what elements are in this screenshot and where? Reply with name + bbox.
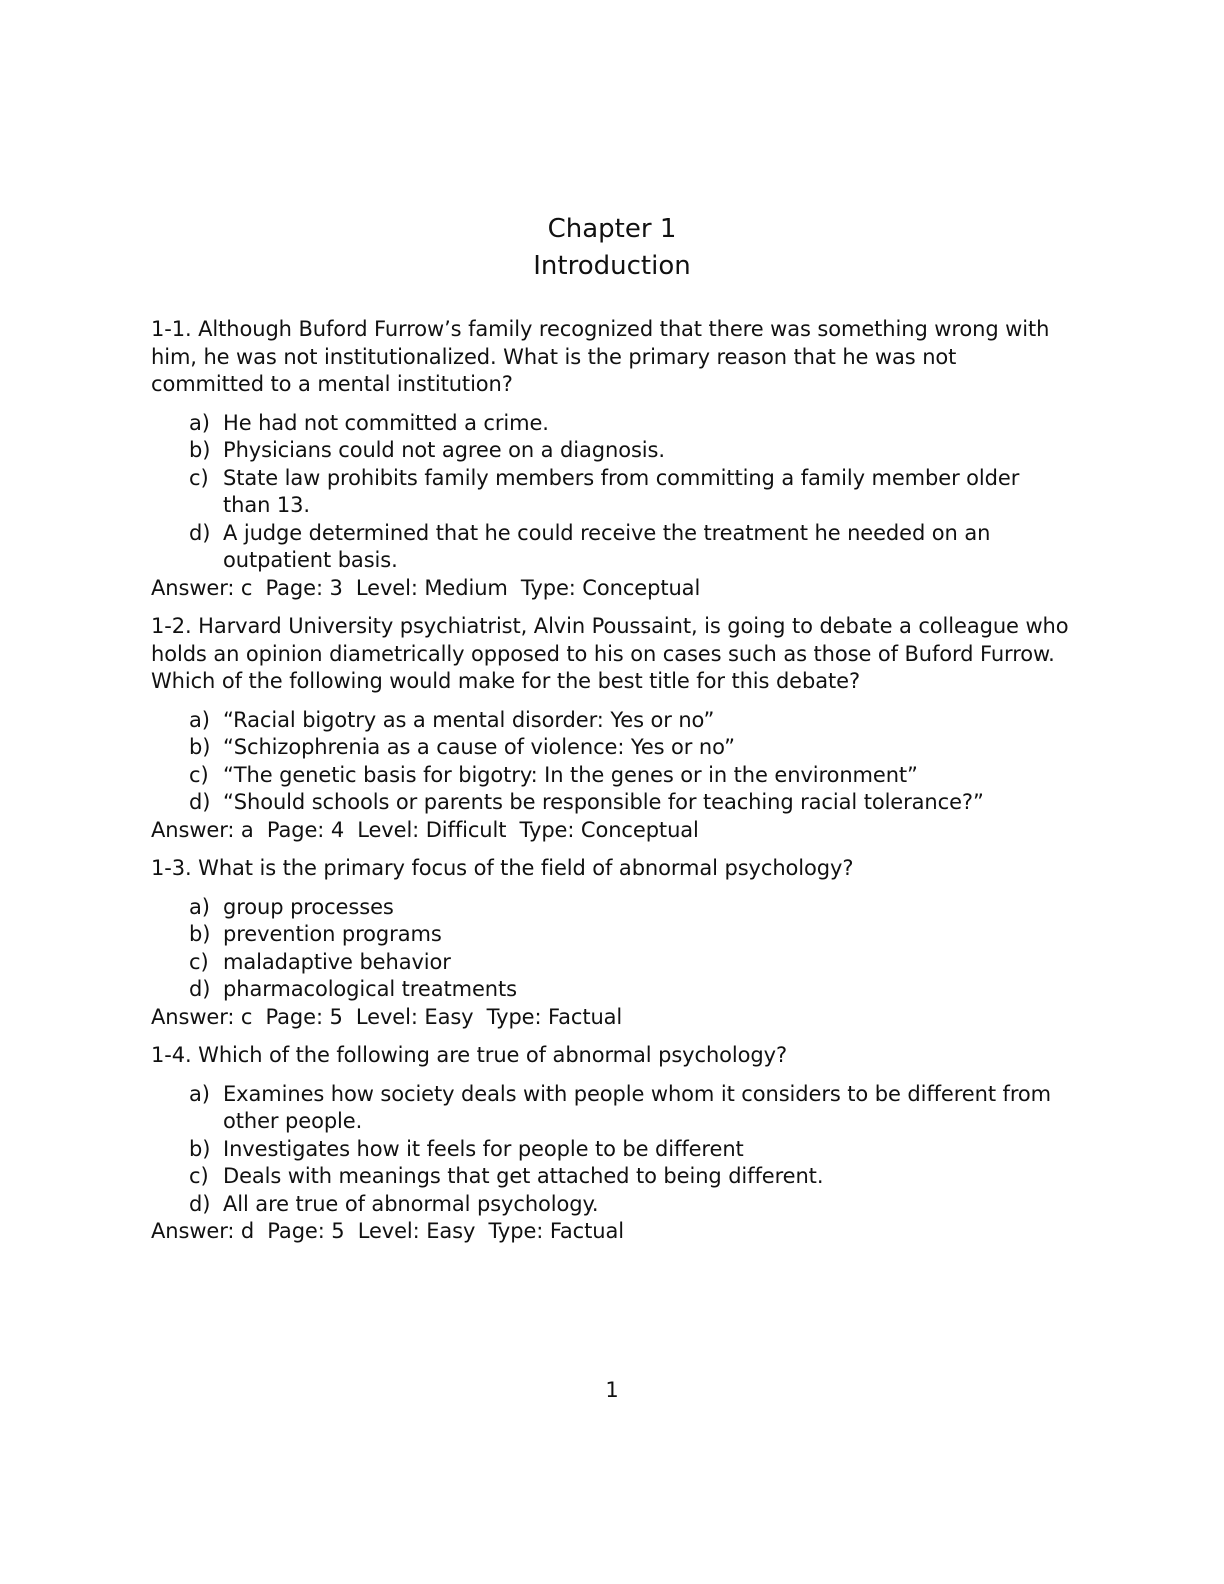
option-letter: b): [189, 438, 211, 462]
option-text: All are true of abnormal psychology.: [223, 1191, 599, 1216]
chapter-number: Chapter 1: [547, 214, 677, 244]
chapter-title: Introduction: [533, 251, 691, 281]
option-item: [151, 707, 1071, 735]
option-item: [151, 1163, 1071, 1191]
option-letter: c): [189, 465, 209, 490]
option-letter: d): [189, 520, 211, 545]
option-list: [151, 1081, 1071, 1219]
option-text: “Racial bigotry as a mental disorder: Yes or no”: [223, 707, 715, 732]
option-item: [151, 949, 1071, 977]
option-text: group processes: [223, 894, 394, 919]
answer-key: Answer: c Page: 3 Level: Medium Type: Conceptual: [151, 575, 701, 600]
option-text: “Should schools or parents be responsible for teaching racial tolerance?”: [223, 790, 984, 814]
option-letter: a): [189, 410, 210, 435]
option-item: [151, 1081, 1071, 1136]
option-item: [151, 465, 1071, 520]
option-letter: d): [189, 790, 211, 814]
option-text: pharmacological treatments: [223, 977, 517, 1001]
option-text: Deals with meanings that get attached to being different.: [223, 1164, 824, 1188]
option-text: He had not committed a crime.: [223, 410, 549, 435]
option-letter: c): [189, 762, 209, 787]
option-item: [151, 410, 1071, 438]
option-text: Examines how society deals with people whom it considers to be different from other people.: [223, 1081, 1052, 1133]
option-item: [151, 921, 1071, 949]
option-text: “The genetic basis for bigotry: In the genes or in the environment”: [223, 762, 918, 787]
option-text: A judge determined that he could receive the treatment he needed on an outpatient basis.: [223, 520, 991, 572]
option-letter: d): [189, 1191, 211, 1216]
option-text: “Schizophrenia as a cause of violence: Yes or no”: [223, 735, 735, 759]
option-item: [151, 437, 1071, 465]
question-stem: 1-2. Harvard University psychiatrist, Alvin Poussaint, is going to debate a colleague who holds an opinion diametrically opposed to his on cases such as those of Buford Furrow. Which of the following would make for the best title for this debate?: [151, 614, 1069, 693]
option-item: [151, 789, 1071, 817]
option-letter: b): [189, 922, 211, 946]
option-item: [151, 734, 1071, 762]
option-item: [151, 894, 1071, 922]
answer-key: Answer: a Page: 4 Level: Difficult Type: Conceptual: [151, 817, 699, 842]
question-stem: 1-4. Which of the following are true of abnormal psychology?: [151, 1043, 787, 1067]
option-text: Physicians could not agree on a diagnosis.: [223, 438, 665, 462]
question-1-1: [151, 316, 1071, 602]
option-item: [151, 762, 1071, 790]
question-1-3: [151, 855, 1071, 1031]
option-letter: c): [189, 949, 209, 974]
option-text: State law prohibits family members from committing a family member older than 13.: [223, 465, 1020, 517]
option-letter: a): [189, 894, 210, 919]
option-text: prevention programs: [223, 922, 442, 946]
option-item: [151, 1136, 1071, 1164]
option-letter: a): [189, 1081, 210, 1106]
option-item: [151, 520, 1071, 575]
option-text: Investigates how it feels for people to be different: [223, 1136, 744, 1161]
question-stem: 1-3. What is the primary focus of the field of abnormal psychology?: [151, 856, 854, 880]
answer-key: Answer: d Page: 5 Level: Easy Type: Factual: [151, 1219, 624, 1243]
answer-key: Answer: c Page: 5 Level: Easy Type: Factual: [151, 1004, 623, 1029]
option-item: [151, 1191, 1071, 1219]
page-number: 1: [605, 1378, 619, 1402]
option-letter: b): [189, 735, 211, 759]
option-letter: d): [189, 977, 211, 1001]
option-letter: c): [189, 1164, 209, 1188]
option-letter: b): [189, 1136, 211, 1161]
question-stem: 1-1. Although Buford Furrow’s family recognized that there was something wrong with him, he was not institutionalized. What is the primary reason that he was not committed to a mental institution?: [151, 317, 1050, 396]
option-item: [151, 976, 1071, 1004]
question-1-4: [151, 1042, 1071, 1246]
option-list: [151, 410, 1071, 575]
option-list: [151, 894, 1071, 1004]
option-letter: a): [189, 707, 210, 732]
option-list: [151, 707, 1071, 817]
option-text: maladaptive behavior: [223, 949, 451, 974]
question-1-2: [151, 613, 1071, 844]
question-list: [151, 316, 1071, 1257]
